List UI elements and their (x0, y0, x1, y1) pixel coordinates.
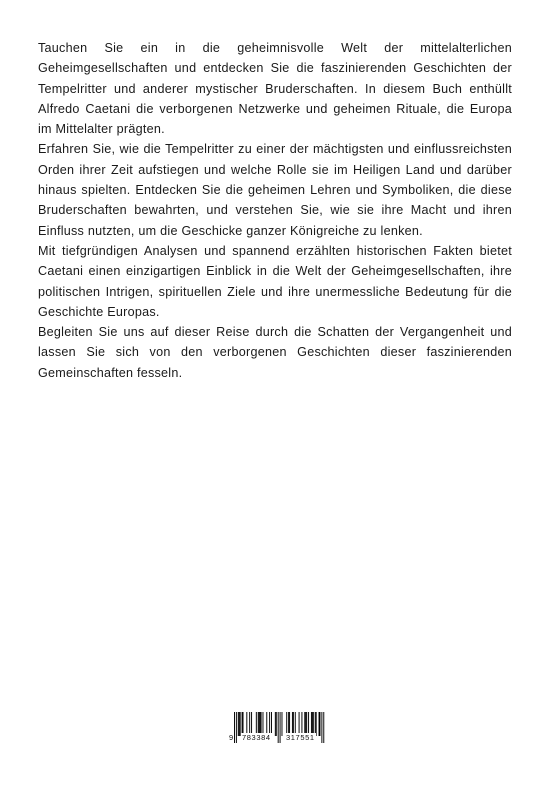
isbn-first-digit: 9 (229, 733, 234, 742)
blurb-paragraph-2: Erfahren Sie, wie die Tempelritter zu einer der mächtigsten und einflussreichsten Orden ihrer Zeit aufstiegen und welche Rolle sie im Heiligen Land und darüber hinaus spielten. Entdecken Sie die geheimen Lehren und Symboliken, die diese Bruderschaften bewahrten, und verstehen Sie, wie sie ihre Macht und ihren Einfluss nutzten, um die Geschicke ganzer Königreiche zu lenken. (38, 142, 512, 238)
isbn-right-group: 317551 (286, 733, 315, 742)
blurb-paragraph-3: Mit tiefgründigen Analysen und spannend erzählten historischen Fakten bietet Caetani einen einzigartigen Einblick in die Welt der Geheimgesellschaften, ihre politischen Intrigen, spirituellen Ziele und ihre unermessliche Bedeutung für die Geschichte Europas. (38, 243, 512, 319)
blurb-paragraph-4: Begleiten Sie uns auf dieser Reise durch die Schatten der Vergangenheit und lassen Sie sich von den verborgenen Geschichten dieser faszinierenden Gemeinschaften fesseln. (38, 325, 512, 380)
blurb-paragraph-1: Tauchen Sie ein in die geheimnisvolle Welt der mittelalterlichen Geheimgesellschaften und entdecken Sie die faszinierenden Geschichten der Tempelritter und anderer mystischer Bruderschaften. In diesem Buch enthüllt Alfredo Caetani die verborgenen Netzwerke und geheimen Rituale, die Europa im Mittelalter prägten. (38, 41, 512, 137)
isbn-left-group: 783384 (242, 733, 271, 742)
isbn-digits (229, 733, 330, 745)
back-cover-blurb (38, 38, 512, 383)
